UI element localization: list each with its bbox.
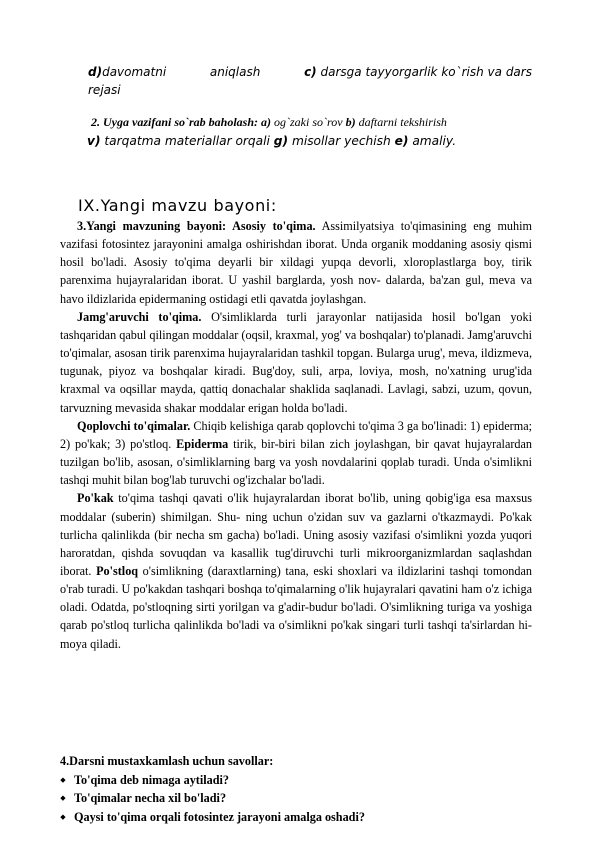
list-item xyxy=(60,789,540,808)
option-b-text: daftarni tekshirish xyxy=(355,115,447,129)
step-c-continuation: rejasi xyxy=(88,83,121,97)
option-v-label: v) xyxy=(87,134,101,148)
step-d-label: d) xyxy=(88,65,103,79)
paragraph-title: Po'kak xyxy=(77,491,114,506)
diamond-bullet-icon: ◆ xyxy=(60,812,66,821)
option-b-label: b) xyxy=(345,115,356,129)
diamond-bullet-icon: ◆ xyxy=(60,775,66,784)
lesson-body xyxy=(60,217,532,653)
lesson-steps-line1 xyxy=(88,63,532,99)
homework-assessment-title: 2. Uyga vazifani so`rab baholash: xyxy=(91,115,259,129)
paragraph-storage-tissue xyxy=(60,308,532,417)
step-c-text: darsga tayyorgarlik ko`rish va dars xyxy=(320,65,532,79)
paragraph-text: Assimilyatsiya to'qimasining eng muhim vazifasi fotosintez jarayonini amalga oshirishdan iborat. Unda organik moddaning asosiy qismi hosil bo'ladi. Asosiy to'qima deyarli bir xildagi yupqa devorli, xloroplastlarga boy, tirik parenxima hujayralaridan iborat. U yashil barglarda, yosh nov- dalarda, ba'zan gul, meva va havo ildizlarida epidermaning ostidagi etli qavatda joylashgan. xyxy=(60,219,532,306)
paragraph-text: Chiqib kelishiga qarab qoplovchi to'qima 3 ga bo'linadi: 1) epiderma; 2) po'kak; 3) po'stloq. xyxy=(60,418,532,451)
paragraph-text: to'qima tashqi qavati o'lik hujayralardan iborat bo'lib, uning qobig'iga esa maxsus moddalar (suberin) shimilgan. Shu- ning uchun o'zidan suv va gazlarni o'tkazmaydi. Po'kak turlicha qalinlikda (bir necha sm gacha) bo'ladi. Uning asosiy vazifasi o'simlikni yozda yuqori haroratdan, qishda sovuqdan va kasallik tug'diruvchi turli mikroorganizmlardan saqlashdan iborat. xyxy=(60,491,532,578)
list-item xyxy=(60,771,540,790)
option-a-label: a) xyxy=(261,115,272,129)
section-heading: IX.Yangi mavzu bayoni: xyxy=(78,196,277,215)
paragraph-basic-tissue xyxy=(60,217,532,308)
paragraph-title: Jamg'aruvchi to'qima. xyxy=(77,309,202,324)
paragraph-covering-tissue xyxy=(60,417,532,490)
step-c xyxy=(304,63,532,81)
assessment-methods-line xyxy=(87,132,547,150)
list-item xyxy=(60,808,540,827)
diamond-bullet-icon: ◆ xyxy=(60,794,66,803)
option-v-text: tarqatma materiallar orqali xyxy=(100,134,274,148)
review-questions xyxy=(60,752,540,826)
paragraph-text: O'simliklarda turli jarayonlar natijasida hosil bo'lgan yoki tashqaridan qabul qilingan moddalar (oqsil, kraxmal, yog' va boshqalar) to'planadi. Jamg'aruvchi to'qimalar, asosan tirik parenxima hujayralaridan tashkil topgan. Bularga urug', meva, ildizmeva, tugunak, piyoz va boshqalar kiradi. Bug'doy, suli, arpa, loviya, mosh, no'xatning urug'ida kraxmal va oqsillar mayda, qattiq donachalar shaklida saqlanadi. Lavlagi, sabzi, uzum, qovun, tarvuzning mevasida shakar moddalar erigan holda bo'ladi. xyxy=(60,309,532,415)
paragraph-title: Qoplovchi to'qimalar. xyxy=(77,418,191,433)
term-postloq: Po'stloq xyxy=(96,563,139,578)
lesson-steps-row xyxy=(88,63,532,81)
term-epiderma: Epiderma xyxy=(176,436,229,451)
question-text: To'qima deb nimaga aytiladi? xyxy=(74,772,229,787)
option-e-label: e) xyxy=(394,134,409,148)
paragraph-text: tirik, bir-biri bilan zich joylashgan, bir qavat hujayralardan tuzilgan bo'lib, asosan, o'simliklarning barg va yosh novdalarini qoplab turadi. Unda o'simlikni tashqi muhit bilan bog'lab turuvchi og'izchalar bo'ladi. xyxy=(60,436,533,488)
step-d xyxy=(88,63,166,81)
option-a-text: og`zaki so`rov xyxy=(271,115,346,129)
paragraph-cork-tissue xyxy=(60,489,532,652)
step-d-word2: aniqlash xyxy=(209,65,261,79)
question-text: Qaysi to'qima orqali fotosintez jarayoni amalga oshadi? xyxy=(74,809,365,824)
step-d-text: davomatni xyxy=(102,65,167,79)
paragraph-title: 3.Yangi mavzuning bayoni: Asosiy to'qima. xyxy=(77,219,316,233)
option-e-text: amaliy. xyxy=(408,134,457,148)
paragraph-text: o'simlikning (daraxtlarning) tana, eski shoxlari va ildizlarini tashqi tomondan o'rab turadi. U po'kakdan tashqari boshqa to'qimalarning o'lik hujayralari qavatini ham o'z ichiga oladi. Odatda, po'stloqning sirti yorilgan va g'adir-budur bo'ladi. O'simlikning turiga va yoshiga qarab po'stloq turlicha qalinlikda bo'ladi va o'simlikni po'kak singari turli tashqi ta'sirlardan hi- moya qiladi. xyxy=(60,563,532,651)
option-g-text: misollar yechish xyxy=(288,134,395,148)
step-c-label: c) xyxy=(304,65,317,79)
homework-assessment-line xyxy=(91,113,531,131)
option-g-label: g) xyxy=(273,134,289,148)
question-text: To'qimalar necha xil bo'ladi? xyxy=(74,791,227,806)
review-questions-heading: 4.Darsni mustaxkamlash uchun savollar: xyxy=(60,754,274,768)
